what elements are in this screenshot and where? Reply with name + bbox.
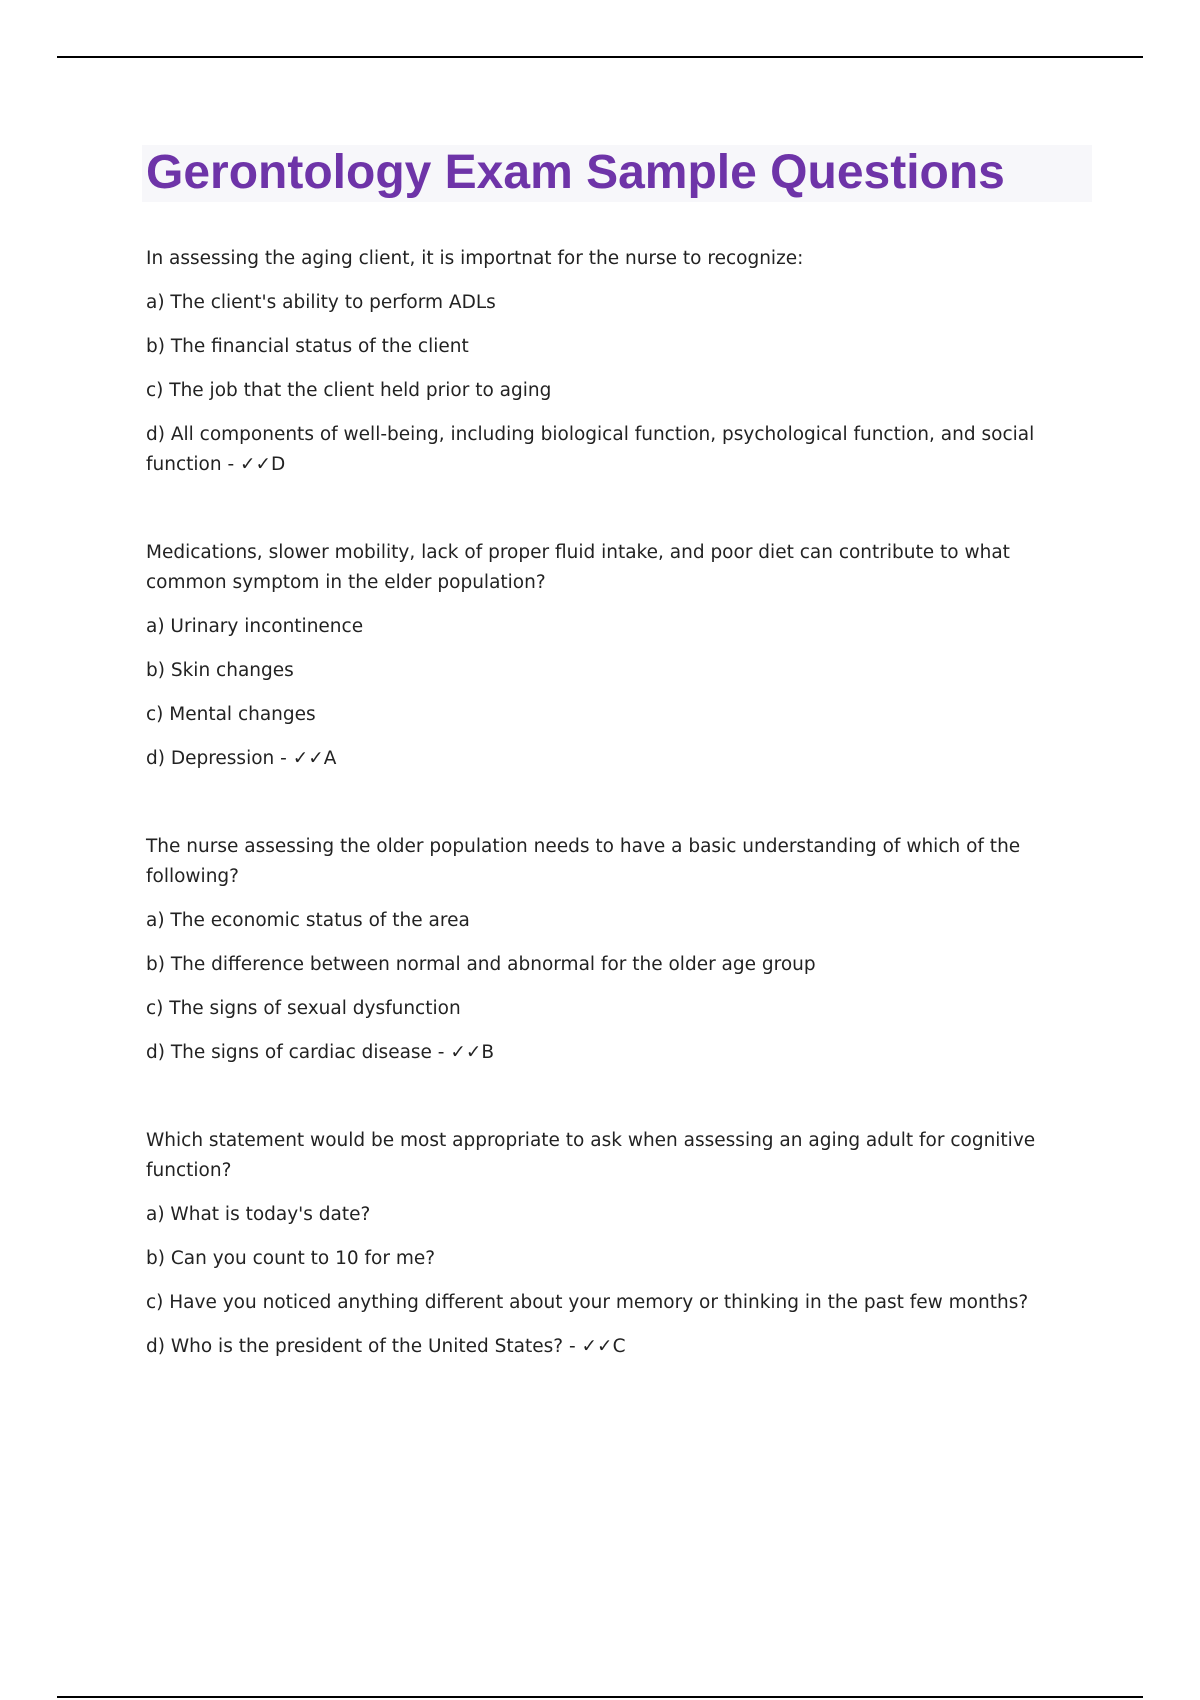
answer-option-c: c) The signs of sexual dysfunction [146,998,461,1019]
page-title: Gerontology Exam Sample Questions [146,146,1005,199]
top-divider [57,56,1143,58]
answer-option-d [146,744,1096,774]
answer-option-d-text: d) The signs of cardiac disease - [146,1042,445,1063]
correct-answer: B [481,1042,495,1063]
answer-option-a: a) What is today's date? [146,1204,371,1225]
answer-option-a: a) Urinary incontinence [146,616,364,637]
answer-option-c: c) Have you noticed anything different about your memory or thinking in the past few months? [146,1292,1029,1313]
correct-answer: C [612,1336,626,1357]
check-mark-icon: ✓✓ [292,748,324,769]
answer-option-d [146,1332,1096,1362]
correct-answer: D [271,454,286,475]
answer-option-d-text: d) Depression - [146,748,287,769]
question-text: The nurse assessing the older population needs to have a basic understanding of which of the following? [146,836,1021,887]
question-block-3 [146,832,1096,1068]
answer-option-a: a) The economic status of the area [146,910,470,931]
answer-option-c: c) The job that the client held prior to aging [146,380,552,401]
answer-option-d-text: d) Who is the president of the United States? - [146,1336,576,1357]
question-list [146,244,1096,1362]
answer-option-d-text: d) All components of well-being, including biological function, psychological function, and social function - [146,424,1035,475]
question-block-2 [146,538,1096,774]
answer-option-d [146,420,1096,480]
correct-answer: A [323,748,337,769]
answer-option-c: c) Mental changes [146,704,316,725]
check-mark-icon: ✓✓ [450,1042,482,1063]
answer-option-a: a) The client's ability to perform ADLs [146,292,496,313]
check-mark-icon: ✓✓ [240,454,272,475]
check-mark-icon: ✓✓ [581,1336,613,1357]
question-block-1 [146,244,1096,480]
answer-option-b: b) The financial status of the client [146,336,469,357]
answer-option-b: b) Can you count to 10 for me? [146,1248,436,1269]
question-block-4 [146,1126,1096,1362]
answer-option-b: b) Skin changes [146,660,294,681]
question-text: Medications, slower mobility, lack of proper fluid intake, and poor diet can contribute to what common symptom in the elder population? [146,542,1010,593]
bottom-divider [57,1696,1143,1698]
question-text: Which statement would be most appropriate to ask when assessing an aging adult for cognitive function? [146,1130,1036,1181]
answer-option-d [146,1038,1096,1068]
answer-option-b: b) The difference between normal and abnormal for the older age group [146,954,816,975]
question-text: In assessing the aging client, it is importnat for the nurse to recognize: [146,248,804,269]
